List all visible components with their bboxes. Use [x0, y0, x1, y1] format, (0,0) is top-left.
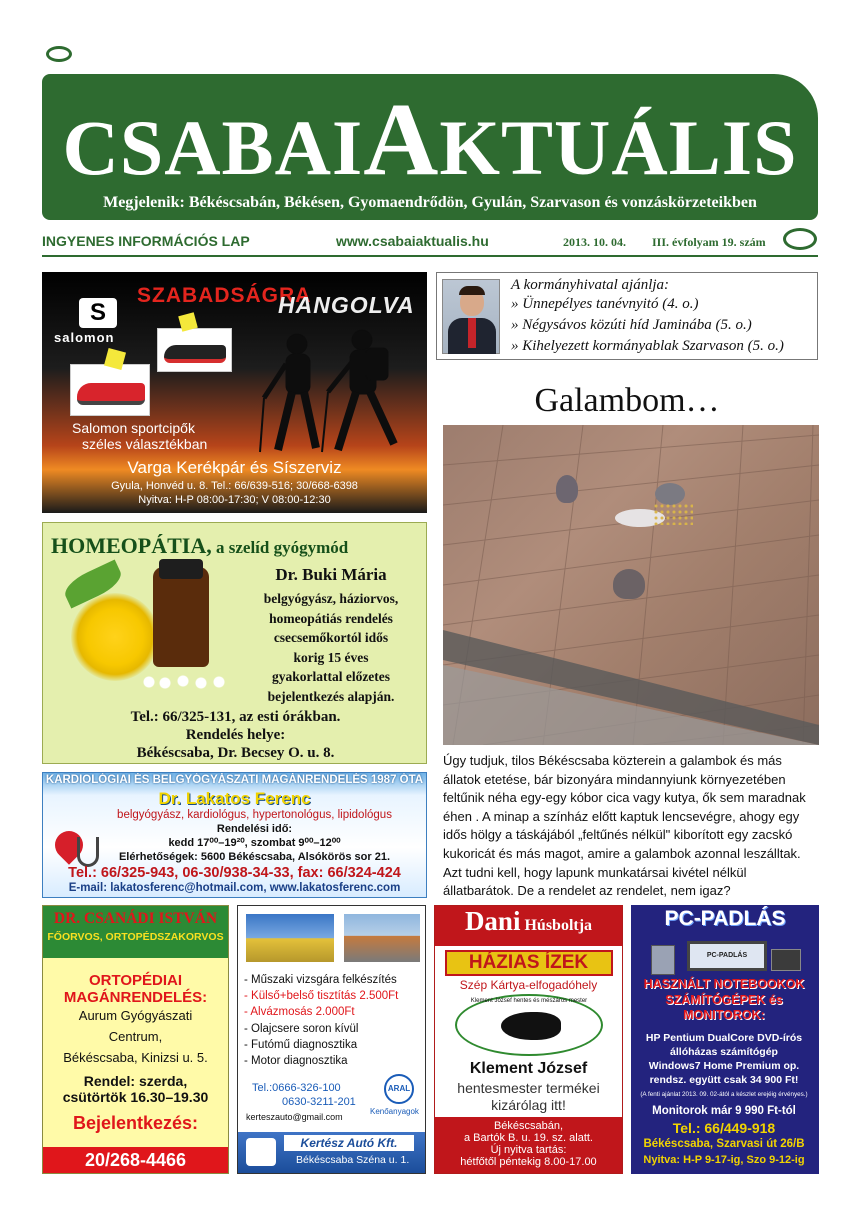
desc-line: bejelentkezés alapján. — [267, 688, 395, 704]
shop-hours: Nyitva: H-P 08:00-17:30; V 08:00-12:30 — [138, 494, 331, 506]
laptop-image — [771, 949, 801, 971]
pigeon — [556, 475, 578, 503]
pc-offer — [631, 1031, 817, 1087]
medicine-bottle-image — [153, 567, 209, 667]
desc-line: belgyógyász, háziorvos, — [263, 591, 399, 606]
cardio-phones: Tel.: 66/325-943, 06-30/938-34-33, fax: 66/324-424 — [68, 865, 401, 881]
csanadi-address-1: Aurum Gyógyászati — [78, 1008, 193, 1023]
desc-line: gyakorlattal előzetes — [271, 669, 391, 684]
teaser-box — [436, 272, 818, 360]
ad-line-2: széles választékban — [82, 436, 208, 452]
dani-banner: HÁZIAS ÍZEK — [445, 950, 613, 976]
ad-headline: SZABADSÁGRA — [137, 284, 312, 307]
dani-line-1: hentesmester termékei — [457, 1080, 600, 1096]
service-item: - Olajcsere soron kívül — [244, 1022, 359, 1035]
kertesz-address: Békéscsaba Széna u. 1. — [296, 1154, 410, 1166]
dani-name: Klement József — [469, 1060, 588, 1077]
dani-card: Szép Kártya-elfogadóhely — [459, 978, 598, 992]
homeo-place-label: Rendelés helye: — [185, 727, 286, 743]
masthead-title — [42, 80, 818, 199]
csanadi-booking: Bejelentkezés: — [72, 1113, 199, 1133]
service-list — [244, 972, 424, 1069]
cardio-doctor: Dr. Lakatos Ferenc — [158, 789, 311, 808]
corn-scatter — [653, 503, 693, 525]
article-title: Galambom… — [534, 382, 720, 419]
pigeon — [655, 483, 685, 505]
pc-phone: Tel.: 66/449-918 — [672, 1120, 776, 1136]
dani-seal — [455, 994, 603, 1056]
homeo-description — [235, 589, 427, 706]
seal-text: Klement József hentes és mészáros mester — [470, 998, 588, 1004]
computer-case-image — [651, 945, 675, 975]
pc-note: (A fenti ajánlat 2013. 09. 02-ától a készlet erejéig érvényes.) — [640, 1091, 808, 1098]
kertesz-company: Kertész Autó Kft. — [284, 1135, 414, 1151]
pc-title: PC-PADLÁS — [664, 907, 786, 930]
dani-footer — [435, 1117, 622, 1173]
ad-csanadi[interactable] — [42, 905, 229, 1174]
homeo-title — [51, 533, 348, 559]
pc-address: Békéscsaba, Szarvasi út 26/B — [643, 1138, 805, 1150]
ad-cardiology[interactable] — [42, 772, 427, 898]
teaser-item[interactable]: » Kihelyezett kormányablak Szarvason (5. o.) — [511, 338, 784, 354]
globules-image — [139, 673, 235, 691]
issue-number: III. évfolyam 19. szám — [652, 235, 766, 249]
teaser-item[interactable]: » Négysávos közúti híd Jaminába (5. o.) — [511, 317, 752, 333]
doctor-name: Dr. Buki Mária — [275, 565, 387, 584]
desc-line: korig 15 éves — [293, 649, 369, 665]
cardio-hours-label: Rendelési idő: — [216, 823, 293, 835]
dani-address-3: Új nyitva tartás: — [490, 1144, 567, 1156]
ad-dani[interactable] — [434, 905, 623, 1174]
pc-headline-1: HASZNÁLT NOTEBOOKOK — [643, 977, 805, 991]
cardio-contact: Elérhetőségek: 5600 Békéscsaba, Alsókörös sor 21. — [118, 851, 391, 863]
csanadi-title-1: ORTOPÉDIAI — [88, 972, 183, 989]
cardio-hours: kedd 17⁰⁰–19²⁰, szombat 9⁰⁰–12⁰⁰ — [168, 837, 341, 849]
service-item: - Alvázmosás 2.000Ft — [244, 1006, 355, 1019]
cardio-email[interactable]: E-mail: lakatosferenc@hotmail.com, www.lakatosferenc.com — [68, 882, 401, 894]
cardio-header: KARDIOLÓGIAI ÉS BELGYÓGYÁSZATI MAGÁNRENDELÉS 1987 ÓTA — [45, 774, 424, 786]
swirl-ornament-icon — [783, 228, 817, 250]
masthead-subtitle: Megjelenik: Békéscsabán, Békésen, Gyomaendrődön, Gyulán, Szarvason és vonzáskörzeteikben — [103, 194, 757, 211]
pc-monitors: Monitorok már 9 990 Ft-tól — [652, 1105, 796, 1117]
garage-photo-1 — [246, 914, 334, 962]
pigeon — [613, 569, 645, 599]
free-label: INGYENES INFORMÁCIÓS LAP — [42, 233, 250, 249]
csanadi-hours-2: csütörtök 16.30–19.30 — [62, 1089, 209, 1105]
pc-headline-2: SZÁMÍTÓGÉPEK és — [665, 992, 783, 1007]
dandelion-image — [71, 593, 159, 681]
ad-salomon[interactable] — [42, 272, 427, 513]
monitor-image — [687, 941, 767, 971]
pc-headline — [631, 977, 817, 1024]
pc-offer-line: HP Pentium DualCore DVD-írós — [645, 1032, 803, 1044]
brand-name: salomon — [54, 330, 115, 345]
csanadi-address-3: Békéscsaba, Kinizsi u. 5. — [63, 1050, 208, 1065]
hikers-silhouette — [242, 322, 417, 462]
csanadi-phone: 20/268-4466 — [43, 1147, 228, 1173]
garage-photo-2 — [344, 914, 420, 962]
pig-icon — [501, 1012, 561, 1040]
ad-headline-2: HANGOLVA — [278, 292, 415, 318]
dani-line-2: kizárólag itt! — [491, 1097, 566, 1113]
pigeons-photo — [443, 425, 819, 745]
dani-address-4: hétfőtől péntekig 8.00-17.00 — [460, 1156, 597, 1168]
service-item: - Motor diagnosztika — [244, 1055, 348, 1068]
ad-pc-padlas[interactable] — [631, 905, 819, 1174]
title-part1: CSABAI — [62, 104, 364, 191]
official-portrait — [442, 279, 500, 354]
csanadi-hours-1: Rendel: szerda, — [83, 1073, 188, 1089]
dani-brand: Dani — [464, 906, 521, 936]
service-item: - Műszaki vizsgára felkészítés — [244, 974, 397, 986]
csanadi-address-2: Centrum, — [108, 1029, 163, 1044]
article-body: Úgy tudjuk, tilos Békéscsaba közterein a galambok és más állatok etetése, bár bizonyára mindannyiunk környezetében feltűnik néha egy-egy kóbor cica vagy kutya, ők sem maradnak éhen . A minap a színház előtt kaptuk lencsevégre, ahogy egy idős hölgy a táskájából „feltűnés nélkül" kiborított egy zacskó kukoricát és más magot, amire a galambok azonnal leszálltak. Azt tudni kell, hogy lapunk munkatársai kivétel nélkül állatbarátok. De a rendelet az rendelet, nem igaz? — [443, 753, 806, 899]
monitor-screen-label: PC-PADLÁS — [706, 952, 748, 959]
issue-date: 2013. 10. 04. — [563, 235, 626, 249]
dani-address-2: a Bartók B. u. 19. sz. alatt. — [463, 1132, 593, 1144]
masthead — [42, 74, 818, 220]
pc-headline-3: MONITOROK: — [683, 1008, 765, 1022]
homeo-title-rest: a szelíd gyógymód — [211, 538, 349, 557]
kertesz-phone-1: Tel.:0666-326-100 — [252, 1082, 341, 1094]
website-link[interactable]: www.csabaiaktualis.hu — [336, 233, 489, 249]
title-part2: KTUÁLIS — [439, 104, 798, 191]
kertesz-logo-icon — [246, 1138, 276, 1166]
cardio-specialty: belgyógyász, kardiológus, hypertonológus, lipidológus — [117, 809, 392, 821]
ad-homeopathy[interactable] — [42, 522, 427, 764]
csanadi-name: DR. CSANÁDI ISTVÁN — [53, 910, 218, 927]
kertesz-phone-2: 0630-3211-201 — [282, 1096, 356, 1108]
info-bar — [42, 229, 818, 257]
aral-sublabel: Kenőanyagok — [370, 1107, 419, 1116]
ad-line-1: Salomon sportcipők — [72, 420, 195, 436]
dani-brand-rest: Húsboltja — [520, 917, 593, 934]
ad-kertesz[interactable] — [237, 905, 426, 1174]
service-item: - Futómű diagnosztika — [244, 1038, 358, 1051]
homeo-place: Békéscsaba, Dr. Becsey O. u. 8. — [136, 745, 335, 761]
dani-address-1: Békéscsabán, — [493, 1120, 564, 1132]
csanadi-header — [43, 906, 228, 958]
desc-line: homeopátiás rendelés — [269, 610, 393, 626]
homeo-phone: Tel.: 66/325-131, az esti órákban. — [130, 709, 341, 725]
shoe-image-black — [157, 328, 232, 372]
swirl-ornament-icon — [46, 46, 72, 62]
aral-logo-icon: ARAL — [384, 1074, 414, 1104]
teaser-item[interactable]: » Ünnepélyes tanévnyitó (4. o.) — [511, 296, 699, 312]
csanadi-role: FŐORVOS, ORTOPÉDSZAKORVOS — [47, 931, 224, 943]
teaser-intro: A kormányhivatal ajánlja: — [511, 277, 670, 293]
pc-offer-line: rendsz. együtt csak 34 900 Ft! — [649, 1074, 799, 1086]
dani-header — [435, 906, 622, 946]
pc-offer-line: Windows7 Home Premium op. — [648, 1060, 800, 1072]
kertesz-footer — [238, 1132, 425, 1173]
shoe-image-red — [70, 364, 150, 416]
pc-offer-line: állóházas számítógép — [670, 1046, 778, 1058]
pc-hours: Nyitva: H-P 9-17-ig, Szo 9-12-ig — [643, 1154, 805, 1166]
shop-name: Varga Kerékpár és Síszerviz — [127, 458, 342, 477]
salomon-logo-icon: S — [79, 298, 117, 328]
homeo-title-main: HOMEOPÁTIA, — [51, 533, 212, 558]
shop-address: Gyula, Honvéd u. 8. Tel.: 66/639-516; 30/668-6398 — [111, 480, 358, 492]
service-item: - Külső+belső tisztítás 2.500Ft — [244, 990, 399, 1003]
title-big-letter: A — [363, 82, 440, 197]
desc-line: csecsemőkortól idős — [273, 630, 389, 645]
kertesz-email[interactable]: kerteszauto@gmail.com — [246, 1112, 343, 1122]
csanadi-title-2: MAGÁNRENDELÉS: — [63, 989, 208, 1006]
